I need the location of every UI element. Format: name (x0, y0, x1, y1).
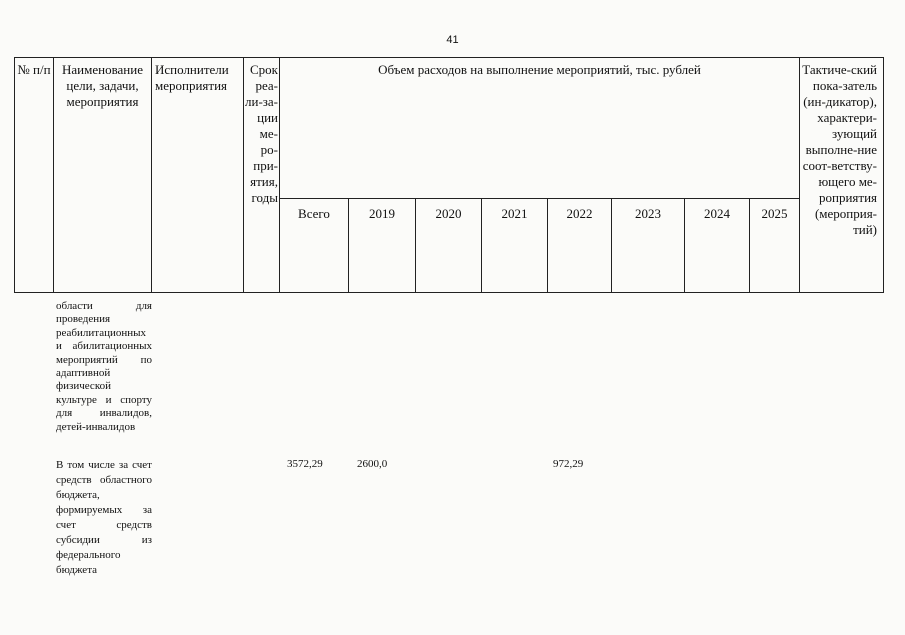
page-number: 41 (446, 34, 459, 46)
table-header (14, 57, 884, 293)
header-num: № п/п (15, 58, 54, 293)
row-2-2022: 972,29 (553, 458, 584, 470)
header-year-2019: 2019 (349, 199, 416, 293)
row-2-total: 3572,29 (287, 458, 323, 470)
header-year-2025: 2025 (750, 199, 800, 293)
header-year-total: Всего (280, 199, 349, 293)
header-expenses: Объем расходов на выполнение мероприятий, тыс. рублей (280, 58, 800, 199)
header-year-2023: 2023 (612, 199, 685, 293)
header-year-2022: 2022 (548, 199, 612, 293)
header-indicator: Тактиче-ский пока-затель (ин-дикатор), характери-зующий выполне-ние соот-ветству-ющего ме-роприятия (мероприя-тий) (800, 58, 884, 293)
header-year-2024: 2024 (685, 199, 750, 293)
header-executors: Исполнители мероприятия (152, 58, 244, 293)
row-2-text: В том числе за счет средств областного бюджета, формируемых за счет средств субсидии из федерального бюджета (56, 459, 152, 576)
row-2-2019: 2600,0 (357, 458, 388, 470)
header-term: Срок реа-ли-за-ции ме-ро-при-ятия, годы (244, 58, 280, 293)
header-year-2021: 2021 (482, 199, 548, 293)
header-name: Наименование цели, задачи, мероприятия (54, 58, 152, 293)
row-1-text: области для проведения реабилитационных и абилитационных мероприятий по адаптивной физической культуре и спорту для инвалидов, детей-инвалидов (56, 300, 152, 433)
header-year-2020: 2020 (416, 199, 482, 293)
